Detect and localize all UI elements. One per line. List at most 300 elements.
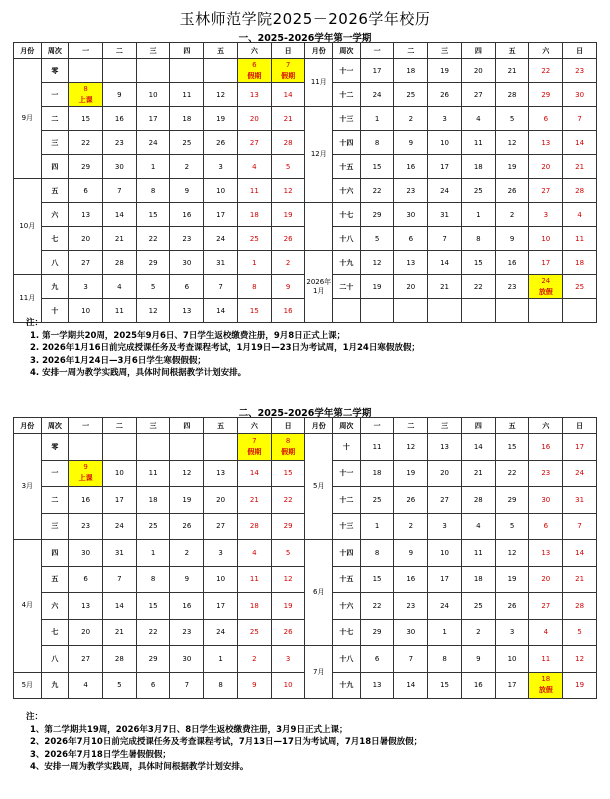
day-cell-highlighted xyxy=(69,460,103,487)
week-number: 八 xyxy=(41,646,69,673)
day-cell xyxy=(136,59,170,83)
day-cell: 19 xyxy=(271,203,305,227)
semester-1-calendar-table xyxy=(13,42,597,323)
day-cell: 7 xyxy=(428,227,462,251)
day-cell: 18 xyxy=(394,59,428,83)
day-cell: 21 xyxy=(428,275,462,299)
day-cell: 28 xyxy=(102,646,136,673)
day-number: 8 xyxy=(285,436,291,445)
day-cell: 22 xyxy=(529,59,563,83)
week-number: 三 xyxy=(41,131,69,155)
day-cell: 13 xyxy=(394,251,428,275)
day-cell: 21 xyxy=(495,59,529,83)
day-cell: 28 xyxy=(563,179,597,203)
day-cell: 15 xyxy=(360,566,394,593)
day-cell: 16 xyxy=(394,566,428,593)
day-event-label: 上课 xyxy=(78,474,93,483)
day-cell: 6 xyxy=(529,107,563,131)
day-number: 9 xyxy=(83,463,88,472)
week-number: 十 xyxy=(41,299,69,323)
day-cell: 2 xyxy=(495,203,529,227)
day-cell: 29 xyxy=(136,646,170,673)
day-cell: 5 xyxy=(136,275,170,299)
day-cell: 14 xyxy=(461,434,495,461)
semester-2-heading: 二、2025-2026学年第二学期 xyxy=(238,408,372,419)
column-header: 五 xyxy=(204,418,238,434)
column-header: 日 xyxy=(563,418,597,434)
column-header: 四 xyxy=(170,418,204,434)
day-cell: 1 xyxy=(461,203,495,227)
day-cell: 23 xyxy=(563,59,597,83)
day-cell: 11 xyxy=(136,460,170,487)
day-cell xyxy=(69,434,103,461)
day-cell: 15 xyxy=(69,107,103,131)
column-header: 三 xyxy=(428,418,462,434)
day-cell: 11 xyxy=(237,566,271,593)
day-cell: 8 xyxy=(237,275,271,299)
day-cell: 3 xyxy=(529,203,563,227)
day-cell xyxy=(204,434,238,461)
day-cell: 23 xyxy=(69,513,103,540)
day-cell: 18 xyxy=(461,566,495,593)
week-number: 十三 xyxy=(333,513,361,540)
column-header: 周次 xyxy=(333,43,361,59)
day-cell: 27 xyxy=(69,646,103,673)
day-cell: 20 xyxy=(237,107,271,131)
day-cell: 10 xyxy=(271,672,305,699)
day-cell: 21 xyxy=(563,155,597,179)
header-row xyxy=(14,418,597,434)
day-cell: 8 xyxy=(136,179,170,203)
week-number: 十五 xyxy=(333,566,361,593)
day-cell: 29 xyxy=(360,203,394,227)
day-cell: 28 xyxy=(563,593,597,620)
day-cell: 27 xyxy=(461,83,495,107)
day-cell: 17 xyxy=(428,155,462,179)
column-header: 六 xyxy=(529,43,563,59)
day-cell: 15 xyxy=(136,593,170,620)
day-cell: 13 xyxy=(529,131,563,155)
week-number: 二 xyxy=(41,107,69,131)
day-cell xyxy=(495,299,529,323)
day-cell: 4 xyxy=(69,672,103,699)
day-cell: 6 xyxy=(360,646,394,673)
day-cell: 6 xyxy=(69,566,103,593)
day-cell: 9 xyxy=(170,179,204,203)
day-cell: 2 xyxy=(271,251,305,275)
day-cell: 9 xyxy=(461,646,495,673)
week-number: 四 xyxy=(41,540,69,567)
note-line: 1. 第一学期共20周，2025年9月6日、7日学生返校缴费注册，9月8日正式上课； xyxy=(30,330,346,341)
week-number: 九 xyxy=(41,275,69,299)
day-cell: 31 xyxy=(204,251,238,275)
week-number: 一 xyxy=(41,460,69,487)
day-cell: 11 xyxy=(170,83,204,107)
day-number: 8 xyxy=(83,84,88,93)
day-cell: 3 xyxy=(428,107,462,131)
week-number: 十六 xyxy=(333,593,361,620)
day-cell: 10 xyxy=(529,227,563,251)
day-cell: 9 xyxy=(394,540,428,567)
day-cell: 12 xyxy=(360,251,394,275)
day-cell: 3 xyxy=(69,275,103,299)
day-cell: 4 xyxy=(529,619,563,646)
day-cell: 14 xyxy=(102,593,136,620)
week-number: 七 xyxy=(41,619,69,646)
column-header: 二 xyxy=(102,418,136,434)
column-header: 五 xyxy=(204,43,238,59)
day-cell: 16 xyxy=(394,155,428,179)
week-number: 六 xyxy=(41,203,69,227)
day-cell: 1 xyxy=(136,155,170,179)
day-cell: 24 xyxy=(204,227,238,251)
day-cell: 9 xyxy=(102,83,136,107)
column-header: 一 xyxy=(360,43,394,59)
week-row xyxy=(14,59,597,83)
semester-2-calendar-table xyxy=(13,417,597,699)
day-cell: 15 xyxy=(360,155,394,179)
day-cell: 31 xyxy=(428,203,462,227)
month-label xyxy=(305,203,333,251)
month-label: 11月 xyxy=(305,59,333,107)
page-title: 玉林师范学院2025－2026学年校历 xyxy=(179,10,431,28)
day-cell: 24 xyxy=(428,179,462,203)
day-cell: 26 xyxy=(170,513,204,540)
day-cell: 22 xyxy=(495,460,529,487)
day-cell: 22 xyxy=(360,593,394,620)
notes-label: 注： xyxy=(26,712,44,722)
day-cell: 4 xyxy=(102,275,136,299)
day-cell: 24 xyxy=(428,593,462,620)
week-number: 十一 xyxy=(333,59,361,83)
semester-1-notes xyxy=(26,316,420,379)
day-cell xyxy=(204,59,238,83)
column-header: 一 xyxy=(360,418,394,434)
day-cell: 23 xyxy=(394,179,428,203)
day-cell: 24 xyxy=(360,83,394,107)
day-cell: 12 xyxy=(495,540,529,567)
week-row xyxy=(14,646,597,673)
day-cell: 28 xyxy=(495,83,529,107)
week-number: 十二 xyxy=(333,83,361,107)
semester-2-notes xyxy=(26,710,423,773)
day-cell: 9 xyxy=(237,672,271,699)
day-cell: 2 xyxy=(170,155,204,179)
day-cell: 30 xyxy=(69,540,103,567)
week-number: 五 xyxy=(41,179,69,203)
week-number: 十八 xyxy=(333,227,361,251)
day-cell: 24 xyxy=(563,460,597,487)
day-cell: 12 xyxy=(136,299,170,323)
day-cell: 13 xyxy=(360,672,394,699)
day-cell: 11 xyxy=(360,434,394,461)
week-row xyxy=(14,251,597,275)
month-label: 5月 xyxy=(14,672,42,699)
day-cell: 20 xyxy=(461,59,495,83)
day-cell: 23 xyxy=(495,275,529,299)
day-cell: 5 xyxy=(495,107,529,131)
day-cell: 1 xyxy=(204,646,238,673)
week-number: 四 xyxy=(41,155,69,179)
day-cell xyxy=(529,299,563,323)
day-cell: 10 xyxy=(204,566,238,593)
day-cell: 9 xyxy=(495,227,529,251)
column-header: 二 xyxy=(394,43,428,59)
day-cell: 30 xyxy=(102,155,136,179)
day-number: 18 xyxy=(541,675,551,684)
day-cell: 17 xyxy=(136,107,170,131)
week-number: 十七 xyxy=(333,619,361,646)
week-number: 十五 xyxy=(333,155,361,179)
day-cell: 21 xyxy=(102,227,136,251)
day-cell: 7 xyxy=(102,179,136,203)
day-cell: 7 xyxy=(204,275,238,299)
day-cell: 7 xyxy=(563,513,597,540)
day-cell: 21 xyxy=(237,487,271,514)
day-cell: 18 xyxy=(237,593,271,620)
month-label: 3月 xyxy=(14,434,42,540)
day-cell: 29 xyxy=(360,619,394,646)
week-number: 十一 xyxy=(333,460,361,487)
column-header: 三 xyxy=(136,418,170,434)
day-cell: 27 xyxy=(428,487,462,514)
day-cell: 18 xyxy=(136,487,170,514)
day-cell: 24 xyxy=(102,513,136,540)
day-cell: 1 xyxy=(237,251,271,275)
header-row xyxy=(14,43,597,59)
day-cell: 19 xyxy=(428,59,462,83)
day-cell: 15 xyxy=(136,203,170,227)
day-cell: 30 xyxy=(394,619,428,646)
week-number: 十九 xyxy=(333,251,361,275)
day-cell: 19 xyxy=(495,155,529,179)
day-cell: 22 xyxy=(136,619,170,646)
day-cell: 22 xyxy=(136,227,170,251)
day-cell: 8 xyxy=(204,672,238,699)
day-cell: 16 xyxy=(529,434,563,461)
note-line: 1、第二学期共19周，2026年3月7日、8日学生返校缴费注册，3月9日正式上课； xyxy=(30,724,348,735)
day-cell: 5 xyxy=(563,619,597,646)
day-cell: 17 xyxy=(102,487,136,514)
week-number: 零 xyxy=(41,59,69,83)
week-number: 二十 xyxy=(333,275,361,299)
day-event-label: 假期 xyxy=(281,71,296,80)
column-header: 月份 xyxy=(305,418,333,434)
day-cell: 1 xyxy=(428,619,462,646)
day-cell: 26 xyxy=(204,131,238,155)
day-cell: 30 xyxy=(170,646,204,673)
day-cell: 27 xyxy=(204,513,238,540)
day-cell: 1 xyxy=(360,107,394,131)
day-cell: 3 xyxy=(495,619,529,646)
day-cell: 18 xyxy=(461,155,495,179)
day-cell: 11 xyxy=(237,179,271,203)
day-cell: 19 xyxy=(170,487,204,514)
month-label: 4月 xyxy=(14,540,42,673)
week-number: 九 xyxy=(41,672,69,699)
day-cell-highlighted xyxy=(69,83,103,107)
day-event-label: 放假 xyxy=(538,287,553,296)
day-cell: 17 xyxy=(529,251,563,275)
day-cell: 29 xyxy=(271,513,305,540)
column-header: 周次 xyxy=(333,418,361,434)
week-number: 七 xyxy=(41,227,69,251)
day-cell: 21 xyxy=(563,566,597,593)
month-label: 12月 xyxy=(305,107,333,203)
day-cell: 3 xyxy=(428,513,462,540)
note-line: 3、2026年7月18日学生暑假假假； xyxy=(30,749,171,760)
month-label: 6月 xyxy=(305,540,333,646)
day-cell: 17 xyxy=(428,566,462,593)
day-cell-highlighted xyxy=(529,672,563,699)
week-number: 十三 xyxy=(333,107,361,131)
day-cell: 26 xyxy=(428,83,462,107)
day-cell: 5 xyxy=(271,155,305,179)
day-cell: 13 xyxy=(69,203,103,227)
day-cell: 16 xyxy=(271,299,305,323)
day-cell-highlighted xyxy=(529,275,563,299)
day-cell: 3 xyxy=(271,646,305,673)
day-cell: 29 xyxy=(529,83,563,107)
day-cell: 17 xyxy=(563,434,597,461)
day-cell: 4 xyxy=(461,513,495,540)
column-header: 三 xyxy=(136,43,170,59)
day-cell: 16 xyxy=(461,672,495,699)
day-cell: 14 xyxy=(204,299,238,323)
week-number: 十二 xyxy=(333,487,361,514)
day-cell: 8 xyxy=(360,131,394,155)
day-cell-highlighted xyxy=(237,434,271,461)
day-cell: 18 xyxy=(360,460,394,487)
day-cell: 15 xyxy=(461,251,495,275)
day-cell: 15 xyxy=(271,460,305,487)
day-cell: 23 xyxy=(529,460,563,487)
day-cell: 19 xyxy=(204,107,238,131)
day-number: 7 xyxy=(285,60,291,69)
day-cell: 18 xyxy=(170,107,204,131)
day-cell: 14 xyxy=(563,131,597,155)
week-number: 十六 xyxy=(333,179,361,203)
day-cell xyxy=(69,59,103,83)
day-cell: 11 xyxy=(461,540,495,567)
day-cell: 22 xyxy=(360,179,394,203)
day-cell: 6 xyxy=(136,672,170,699)
note-line: 2、2026年7月10日前完成授课任务及考查课程考试，7月13日—17日为考试周，7月18日暑假放假； xyxy=(30,737,423,747)
month-label: 11月 xyxy=(14,275,42,323)
day-cell: 8 xyxy=(360,540,394,567)
day-cell xyxy=(563,299,597,323)
day-cell: 22 xyxy=(461,275,495,299)
week-row xyxy=(14,203,597,227)
day-cell: 9 xyxy=(394,131,428,155)
column-header: 一 xyxy=(69,418,103,434)
day-cell: 5 xyxy=(271,540,305,567)
column-header: 日 xyxy=(271,418,305,434)
day-cell: 10 xyxy=(102,460,136,487)
column-header: 二 xyxy=(102,43,136,59)
week-number: 八 xyxy=(41,251,69,275)
day-cell: 2 xyxy=(237,646,271,673)
day-cell: 26 xyxy=(495,593,529,620)
column-header: 月份 xyxy=(14,43,42,59)
week-row xyxy=(14,107,597,131)
day-cell: 13 xyxy=(237,83,271,107)
day-cell: 15 xyxy=(428,672,462,699)
semester-1-heading: 一、2025-2026学年第一学期 xyxy=(238,33,372,44)
column-header: 五 xyxy=(495,43,529,59)
day-cell: 25 xyxy=(563,275,597,299)
day-number: 7 xyxy=(252,436,257,445)
day-cell: 17 xyxy=(204,593,238,620)
day-cell: 10 xyxy=(495,646,529,673)
day-cell: 23 xyxy=(170,227,204,251)
day-cell: 30 xyxy=(394,203,428,227)
day-cell: 6 xyxy=(529,513,563,540)
day-cell: 31 xyxy=(102,540,136,567)
day-cell: 16 xyxy=(102,107,136,131)
column-header: 六 xyxy=(237,43,271,59)
day-cell: 1 xyxy=(136,540,170,567)
day-cell: 12 xyxy=(563,646,597,673)
day-cell xyxy=(170,434,204,461)
day-cell: 5 xyxy=(495,513,529,540)
day-cell: 26 xyxy=(394,487,428,514)
day-cell: 14 xyxy=(237,460,271,487)
month-label: 7月 xyxy=(305,646,333,699)
day-cell xyxy=(102,434,136,461)
week-number: 十九 xyxy=(333,672,361,699)
day-cell: 4 xyxy=(237,540,271,567)
day-cell: 15 xyxy=(495,434,529,461)
day-cell: 2 xyxy=(170,540,204,567)
day-cell: 6 xyxy=(394,227,428,251)
week-number: 三 xyxy=(41,513,69,540)
day-event-label: 放假 xyxy=(538,686,553,695)
day-cell: 14 xyxy=(563,540,597,567)
day-cell: 17 xyxy=(360,59,394,83)
day-cell: 12 xyxy=(394,434,428,461)
day-cell: 24 xyxy=(136,131,170,155)
day-cell: 20 xyxy=(69,619,103,646)
day-cell: 12 xyxy=(271,179,305,203)
day-cell: 30 xyxy=(529,487,563,514)
month-label: 10月 xyxy=(14,179,42,275)
day-cell: 19 xyxy=(394,460,428,487)
week-number: 十八 xyxy=(333,646,361,673)
day-cell: 26 xyxy=(495,179,529,203)
day-cell: 23 xyxy=(394,593,428,620)
day-cell: 21 xyxy=(461,460,495,487)
day-cell: 25 xyxy=(394,83,428,107)
day-cell: 16 xyxy=(170,593,204,620)
day-cell: 29 xyxy=(136,251,170,275)
day-cell: 12 xyxy=(170,460,204,487)
day-cell: 25 xyxy=(237,619,271,646)
note-line: 4. 安排一周为教学实践周，具体时间根据教学计划安排。 xyxy=(30,368,247,378)
column-header: 一 xyxy=(69,43,103,59)
day-cell: 27 xyxy=(69,251,103,275)
day-cell: 14 xyxy=(271,83,305,107)
day-cell: 16 xyxy=(69,487,103,514)
day-cell: 20 xyxy=(69,227,103,251)
day-cell: 25 xyxy=(237,227,271,251)
day-cell: 28 xyxy=(271,131,305,155)
day-cell: 22 xyxy=(271,487,305,514)
day-cell: 21 xyxy=(271,107,305,131)
day-cell: 27 xyxy=(529,179,563,203)
day-cell: 10 xyxy=(428,131,462,155)
column-header: 六 xyxy=(529,418,563,434)
